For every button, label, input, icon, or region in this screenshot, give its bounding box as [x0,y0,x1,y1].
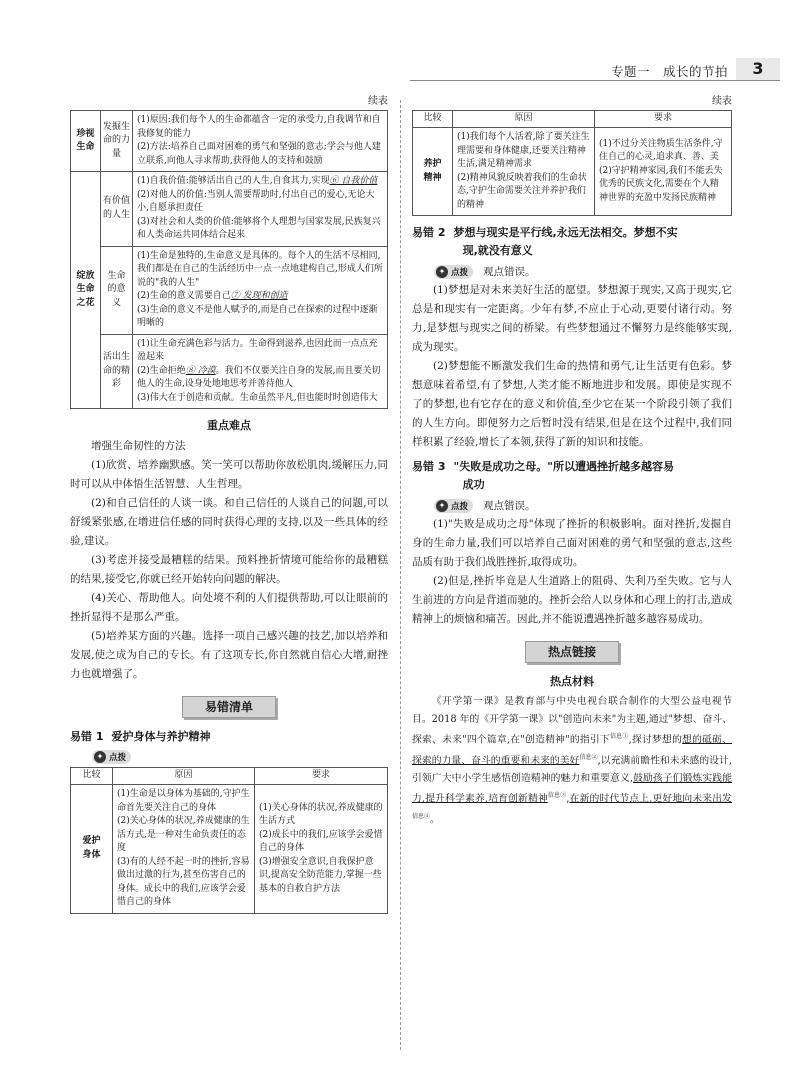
group-label: 绽放生命之花 [71,172,101,409]
header-title: 专题一 成长的节拍 [610,64,728,79]
tip-badge: ✦ 点拨 [434,265,473,279]
left-column [70,92,388,914]
content-cell: (1)自我价值:能够活出自己的人生,自食其力,实现⑥ 自我价值 (2)对他人的价值:当别人需要帮助时,付出自己的爱心,无论大小,自愿承担责任 (3)对社会和人类的价值:能够将个人理想与国家发展,民族复兴和人类命运共同体结合起来 [133,172,388,247]
error-1-title: 易错 1 爱护身体与养护精神 [70,730,211,743]
paragraph: (2)和自己信任的人谈一谈。和自己信任的人谈自己的问题,可以舒缓紧张感,在增进信任感的同时获得心理的支持,以及一些具体的经验,建议。 [70,497,388,547]
content-cell: (1)原因:我们每个人的生命都蕴含一定的承受力,自我调节和自我修复的能力 (2)方法:培养自己面对困难的勇气和坚强的意志;学会与他人建立联系,向他人寻求帮助,获得他人的支持和鼓励 [133,111,388,172]
page-number: 3 [736,58,780,80]
tip-badge: ✦ 点拨 [92,750,131,764]
error-2-title: 易错 2 梦想与现实是平行线,永远无法相交。梦想不实 现,就没有意义 [412,226,678,257]
table-row [71,334,388,409]
table-row [71,111,388,172]
life-table [70,110,388,409]
column-divider [400,100,401,1050]
header-rule [410,80,780,81]
table-header-row: 比较 原因 要求 [71,768,388,785]
paragraph: (1)欣赏、培养幽默感。笑一笑可以帮助你放松肌肉,缓解压力,同时可以从中体悟生活智慧、人生哲理。 [70,459,388,490]
tip-badge: ✦ 点拨 [434,499,473,513]
tip [92,750,388,764]
sub-label: 活出生命的精彩 [101,334,133,409]
content-cell: (1)生命是独特的,生命意义是具体的。每个人的生活不尽相同,我们都是在自己的生活经历中一点一点地建构自己,形成人们所说的"我的人生" (2)生命的意义需要自己⑦ 发现和创造 (3)生命的意义不是他人赋予的,而是自己在探索的过程中逐渐明晰的 [133,246,388,334]
requirement-cell: (1)关心身体的状况,养成健康的生活方式 (2)成长中的我们,应该学会爱惜自己的身体 (3)增强安全意识,自我保护意识,提高安全防范能力,掌握一些基本的自救自护方法 [255,785,388,914]
lightbulb-icon: ✦ [436,500,448,512]
sub-label: 有价值的人生 [101,172,133,247]
page-header [0,0,794,86]
key-point-subtitle: 增强生命韧性的方法 [91,440,186,452]
hot-material-title: 热点材料 [550,675,594,688]
paragraph: (1)"失败是成功之母"体现了挫折的积极影响。面对挫折,发掘自身的生命力量,我们可以培养自己面对困难的勇气和坚强的意志,这些品质有助于我们战胜挫折,取得成功。 [412,518,732,568]
answer-blank: ⑥ 自我价值 [329,176,378,186]
answer-blank: ⑦ 发现和创造 [230,291,288,301]
paragraph: (4)关心、帮助他人。向处境不利的人们提供帮助,可以让眼前的挫折显得不是那么严重。 [70,592,388,623]
table-row [71,246,388,334]
sub-label: 发掘生命的力量 [101,111,133,172]
continued-label: 续表 [712,96,732,107]
requirement-cell: (1)不过分关注物质生活条件,守住自己的心灵,追求真、善、美 (2)守护精神家园,我们不能丢失优秀的民族文化,需要在个人精神世界的充盈中发扬民族精神 [595,128,732,216]
hot-link-banner: 热点链接 [525,641,619,663]
answer-blank: ⑧ 冷漠 [185,365,216,376]
key-point-title: 重点难点 [207,419,251,432]
row-label: 养护精神 [413,128,453,216]
body-care-table [70,767,388,914]
sub-label: 生命的意义 [101,246,133,334]
paragraph: (2)但是,挫折毕竟是人生道路上的阻碍、失利乃至失败。它与人生前进的方向是背道而驰的。挫折会给人以身体和心理上的打击,造成精神上的烦恼和痛苦。因此,并不能说遭遇挫折越多越容易成功。 [412,575,732,625]
paragraph: (1)梦想是对未来美好生活的愿望。梦想源于现实,又高于现实,它总是和现实有一定距离。少年有梦,不应止于心动,更要付诸行动。努力,是梦想与现实之间的桥梁。有些梦想通过不懈努力是终能够实现,成为现实。 [412,284,732,353]
reason-cell: (1)我们每个人活着,除了要关注生理需要和身体健康,还要关注精神生活,满足精神需求 (2)精神风貌反映着我们的生命状态,守护生命需要关注并养护我们的精神 [453,128,595,216]
table-row [71,785,388,914]
reason-cell: (1)生命是以身体为基础的,守护生命首先要关注自己的身体 (2)关心身体的状况,养成健康的生活方式,是一种对生命负责任的态度 (3)有的人经不起一时的挫折,容易做出过激的行为,甚至伤害自己的身体。成长中的我们,应该学会爱惜自己的身体 [113,785,255,914]
group-label: 珍视生命 [71,111,101,172]
hot-material-text: 《开学第一课》是教育部与中央电视台联合制作的大型公益电视节目。2018 年的《开学第一课》以"创造向未来"为主题,通过"梦想、奋斗、探索、未来"四个篇章,在"创造精神"的指引下$^{信息①}$,探讨梦想的想的砥砺、探索的力量、奋斗的重要和未来的美好$^{信息②}$,以充满前瞻性和未来感的设计,引领广大中小学生感悟创造精神的魅力和重要意义,鼓励孩子们锻炼实践能力,提升科学素养,培育创新精神$^{信息③}$,在新的时代节点上,更好地向未来出发$^{信息④}$。 [412,696,732,826]
table-header-row: 比较 原因 要求 [413,111,732,128]
error-list-banner: 易错清单 [182,696,276,718]
paragraph: (3)考虑并接受最糟糕的结果。预料挫折情境可能给你的最糟糕的结果,接受它,你就已经开始转向问题的解决。 [70,554,388,585]
table-row [413,128,732,216]
lightbulb-icon: ✦ [94,751,106,763]
spirit-care-table [412,110,732,216]
paragraph: (5)培养某方面的兴趣。选择一项自己感兴趣的技艺,加以培养和发展,使之成为自己的专长。有了这项专长,你自然就自信心大增,耐挫力也就增强了。 [70,630,388,680]
tip: ✦ 点拨 观点错误。 [434,264,732,279]
lightbulb-icon: ✦ [436,266,448,278]
right-column [412,92,732,829]
tip: ✦ 点拨 观点错误。 [434,498,732,513]
paragraph: (2)梦想能不断激发我们生命的热情和勇气,让生活更有色彩。梦想意味着希望,有了梦想,人类才能不断地进步和发展。即使是实现不了的梦想,也有它存在的意义和价值,至少它在某一个阶段引领了我们的人生方向。即便努力之后暂时没有结果,但是在这个过程中,我们同样积累了经验,增长了本领,获得了新的知识和技能。 [412,360,732,448]
error-3-title: 易错 3 "失败是成功之母。"所以遭遇挫折越多越容易 成功 [412,460,674,491]
table-row [71,172,388,247]
row-label: 爱护身体 [71,785,113,914]
content-cell: (1)让生命充满色彩与活力。生命得到滋养,也因此而一点点充盈起来 (2)生命拒绝⑧ 冷漠。我们不仅要关注自身的发展,而且要关切他人的生命,设身处地地思考并善待他人 (3)伟大在于创造和贡献。生命虽然平凡,但也能时时创造伟大 [133,334,388,409]
continued-label: 续表 [368,96,388,107]
